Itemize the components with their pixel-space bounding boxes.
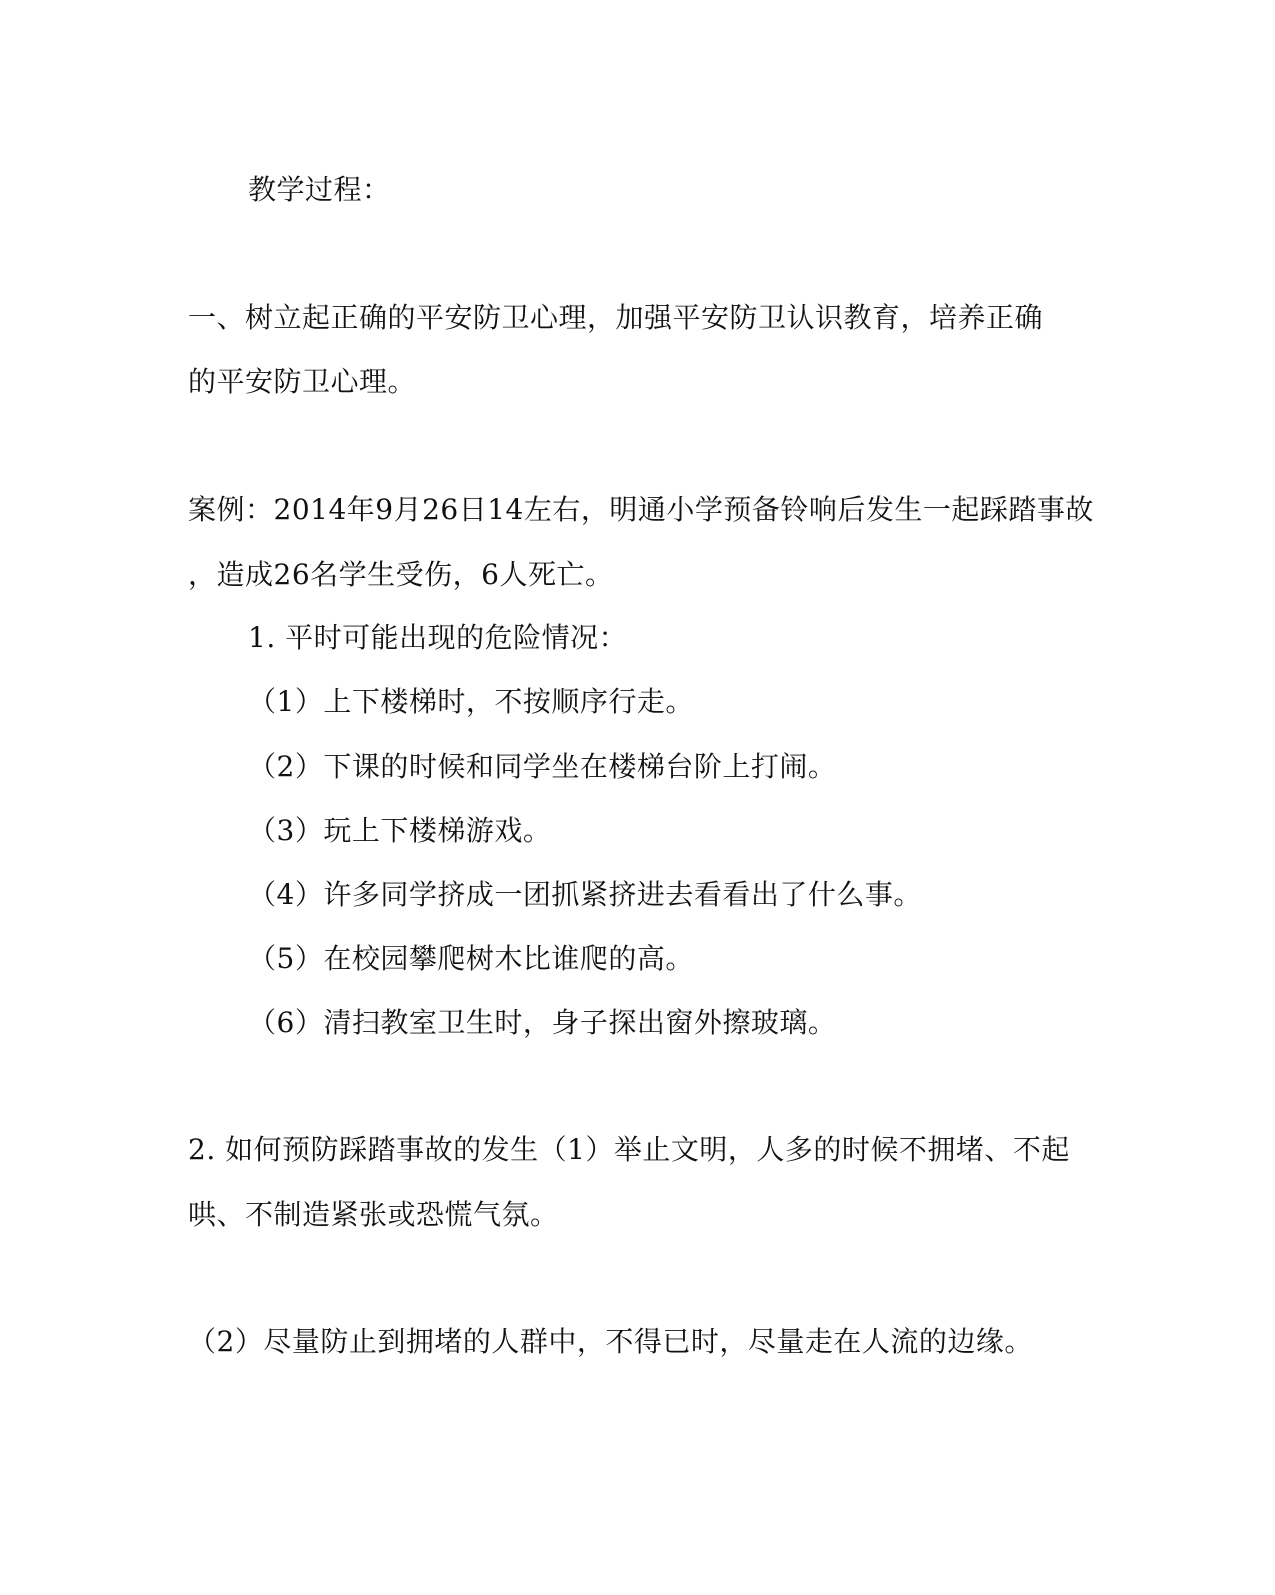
danger-item: （2）下课的时候和同学坐在楼梯台阶上打闹。 [248,750,837,783]
case-line1: 案例：2014年9月26日14左右，明通小学预备铃响后发生一起踩踏事故 [188,493,1094,526]
section1-line2: 的平安防卫心理。 [188,365,417,398]
danger-item: （1）上下楼梯时，不按顺序行走。 [248,685,694,718]
prevention-line2: 哄、不制造紧张或恐慌气氛。 [188,1198,559,1231]
prevention-line1: 2. 如何预防踩踏事故的发生（1）举止文明，人多的时候不拥堵、不起 [188,1133,1070,1166]
section1-line1: 一、树立起正确的平安防卫心理，加强平安防卫认识教育，培养正确 [188,301,1044,334]
danger-item: （4）许多同学挤成一团抓紧挤进去看看出了什么事。 [248,878,922,911]
case-line2: ，造成26名学生受伤，6人死亡。 [188,558,614,591]
danger-item: （5）在校园攀爬树木比谁爬的高。 [248,942,694,975]
danger-item: （3）玩上下楼梯游戏。 [248,814,552,847]
section-title: 教学过程： [248,173,391,206]
prevention-point2: （2）尽量防止到拥堵的人群中，不得已时，尽量走在人流的边缘。 [188,1325,1033,1358]
danger-item: （6）清扫教室卫生时，身子探出窗外擦玻璃。 [248,1006,837,1039]
dangers-heading: 1. 平时可能出现的危险情况： [248,621,628,654]
